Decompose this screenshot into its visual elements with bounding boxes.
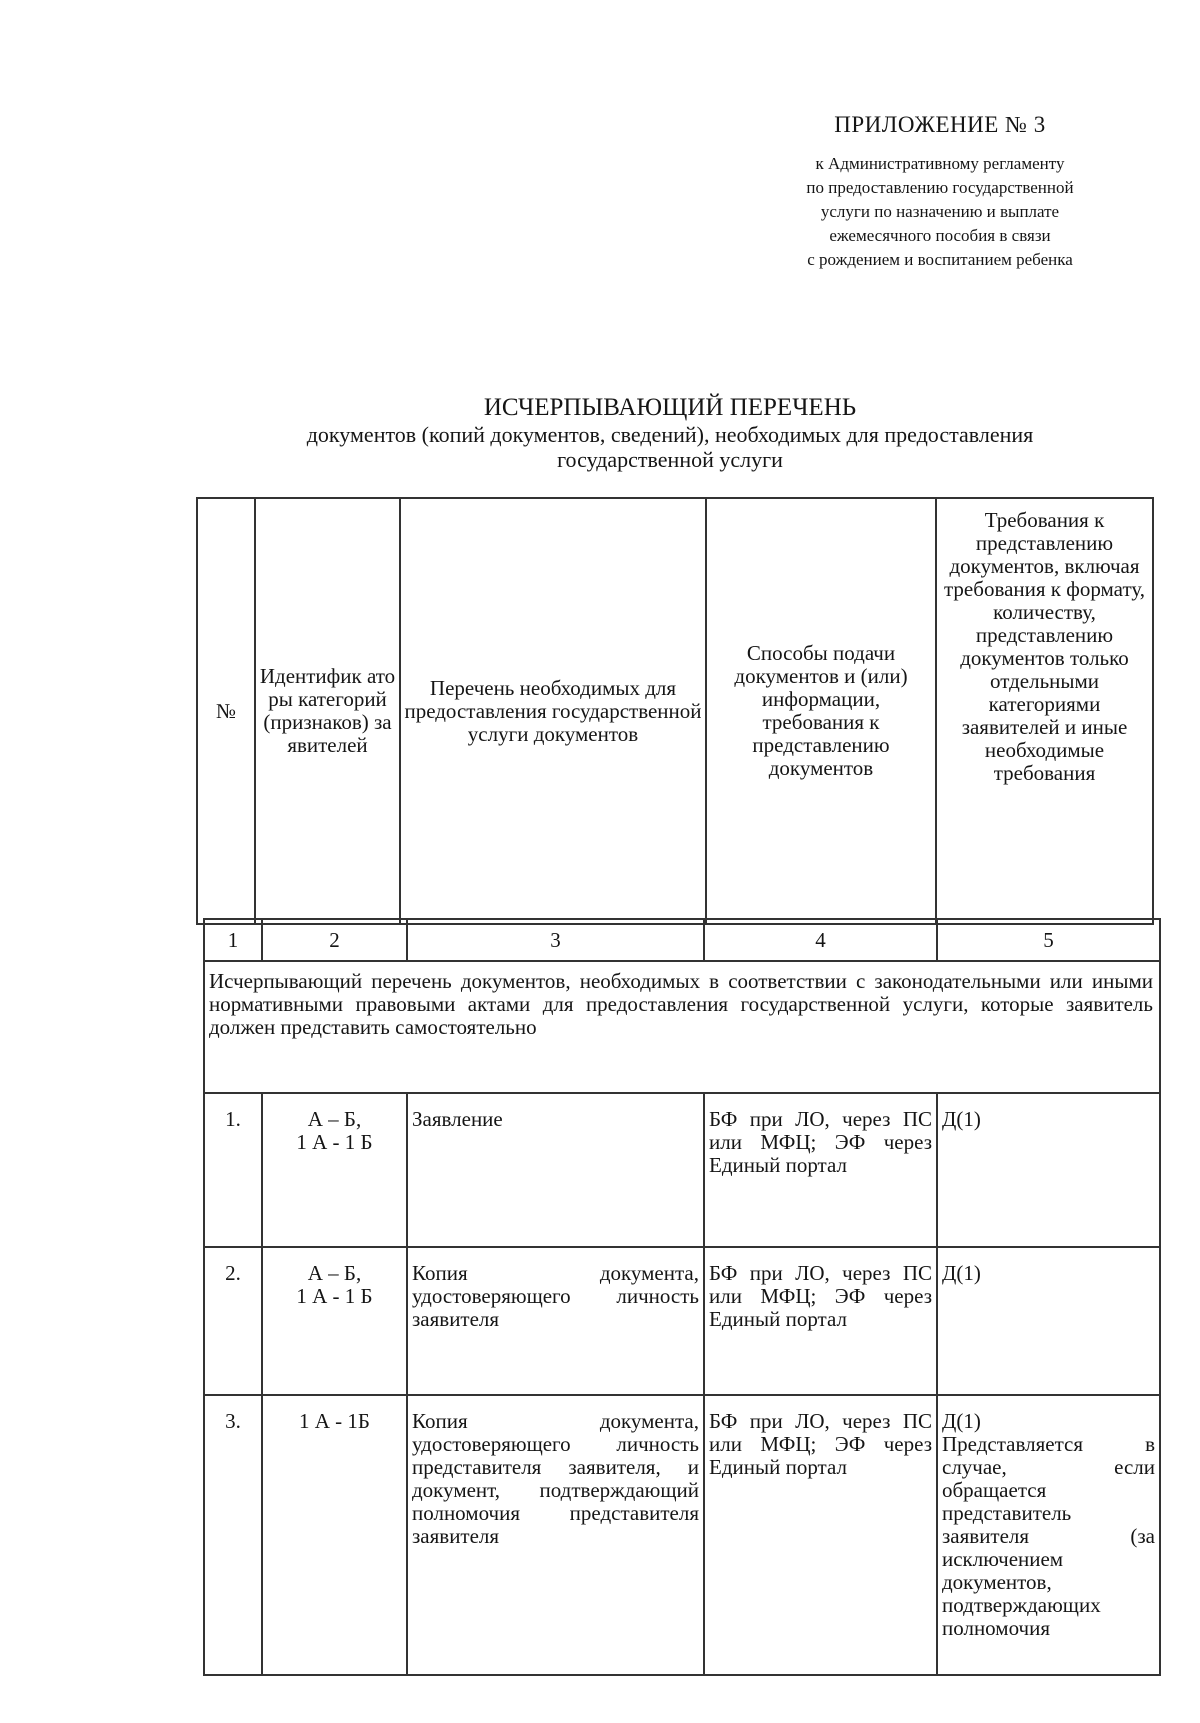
row-number: 2. xyxy=(204,1247,262,1395)
section-title: Исчерпывающий перечень документов, необходимых в соответствии с законодательными или иными нормативными правовыми актами для предоставления государственной услуги, которые заявитель должен представить самостоятельно xyxy=(204,961,1160,1093)
row-method: БФ при ЛО, через ПС или МФЦ; ЭФ через Единый портал xyxy=(704,1247,937,1395)
row-requirements xyxy=(937,1395,1160,1675)
annex-line: ежемесячного пособия в связи xyxy=(829,226,1051,245)
table-header xyxy=(196,497,1154,925)
row-document: Копия документа, удостоверяющего личность представителя заявителя, и документ, подтверждающий полномочия представителя заявителя xyxy=(407,1395,704,1675)
header-categories: Идентифик аторы категорий (признаков) заявителей xyxy=(255,498,400,924)
column-number: 3 xyxy=(407,919,704,961)
row-categories xyxy=(262,1395,407,1675)
column-number: 4 xyxy=(704,919,937,961)
annex-header xyxy=(720,112,1160,272)
row-category-line: А – Б, xyxy=(307,1107,362,1131)
header-submission-methods: Способы подачи документов и (или) информации, требования к представлению документов xyxy=(706,498,936,924)
document-subtitle-line1: документов (копий документов, сведений), необходимых для предоставления xyxy=(306,422,1034,447)
section-row xyxy=(204,961,1160,1093)
header-requirements: Требования к представлению документов, включая требования к формату, количеству, представлению документов только отдельными категориями заявителей и иные необходимые требования xyxy=(936,498,1153,924)
row-document: Копия документа, удостоверяющего личность заявителя xyxy=(407,1247,704,1395)
row-number: 1. xyxy=(204,1093,262,1247)
row-requirements-code: Д(1) xyxy=(942,1107,981,1131)
annex-line: к Административному регламенту xyxy=(815,154,1065,173)
row-categories xyxy=(262,1247,407,1395)
column-number: 2 xyxy=(262,919,407,961)
row-requirements xyxy=(937,1093,1160,1247)
row-requirements-code: Д(1) xyxy=(942,1409,981,1433)
column-number: 1 xyxy=(204,919,262,961)
table-row xyxy=(204,1395,1160,1675)
column-number: 5 xyxy=(937,919,1160,961)
row-category-line: 1 А - 1 Б xyxy=(296,1130,373,1154)
row-requirements-code: Д(1) xyxy=(942,1261,981,1285)
annex-line: услуги по назначению и выплате xyxy=(820,202,1060,221)
row-method: БФ при ЛО, через ПС или МФЦ; ЭФ через Единый портал xyxy=(704,1395,937,1675)
annex-line: с рождением и воспитанием ребенка xyxy=(807,250,1073,269)
row-categories xyxy=(262,1093,407,1247)
row-requirements xyxy=(937,1247,1160,1395)
row-category-line: 1 А - 1 Б xyxy=(296,1284,373,1308)
header-documents: Перечень необходимых для предоставления государственной услуги документов xyxy=(400,498,706,924)
row-number: 3. xyxy=(204,1395,262,1675)
table-row xyxy=(204,1247,1160,1395)
annex-line: по предоставлению государственной xyxy=(806,178,1074,197)
column-number-row xyxy=(204,919,1160,961)
row-category-line: А – Б, xyxy=(307,1261,362,1285)
table-row xyxy=(204,1093,1160,1247)
document-title: ИСЧЕРПЫВАЮЩИЙ ПЕРЕЧЕНЬ xyxy=(483,394,857,421)
row-category-line: 1 А - 1Б xyxy=(299,1409,370,1433)
row-document: Заявление xyxy=(407,1093,704,1247)
header-number: № xyxy=(197,498,255,924)
row-requirements-note: Представляется в случае, если обращается представитель заявителя (за исключением документов, подтверждающих полномочия xyxy=(942,1432,1155,1640)
table-body xyxy=(203,918,1161,1676)
document-subtitle-line2: государственной услуги xyxy=(557,447,783,472)
row-method: БФ при ЛО, через ПС или МФЦ; ЭФ через Единый портал xyxy=(704,1093,937,1247)
annex-title: ПРИЛОЖЕНИЕ № 3 xyxy=(834,112,1046,137)
document-title-block xyxy=(190,394,1150,472)
